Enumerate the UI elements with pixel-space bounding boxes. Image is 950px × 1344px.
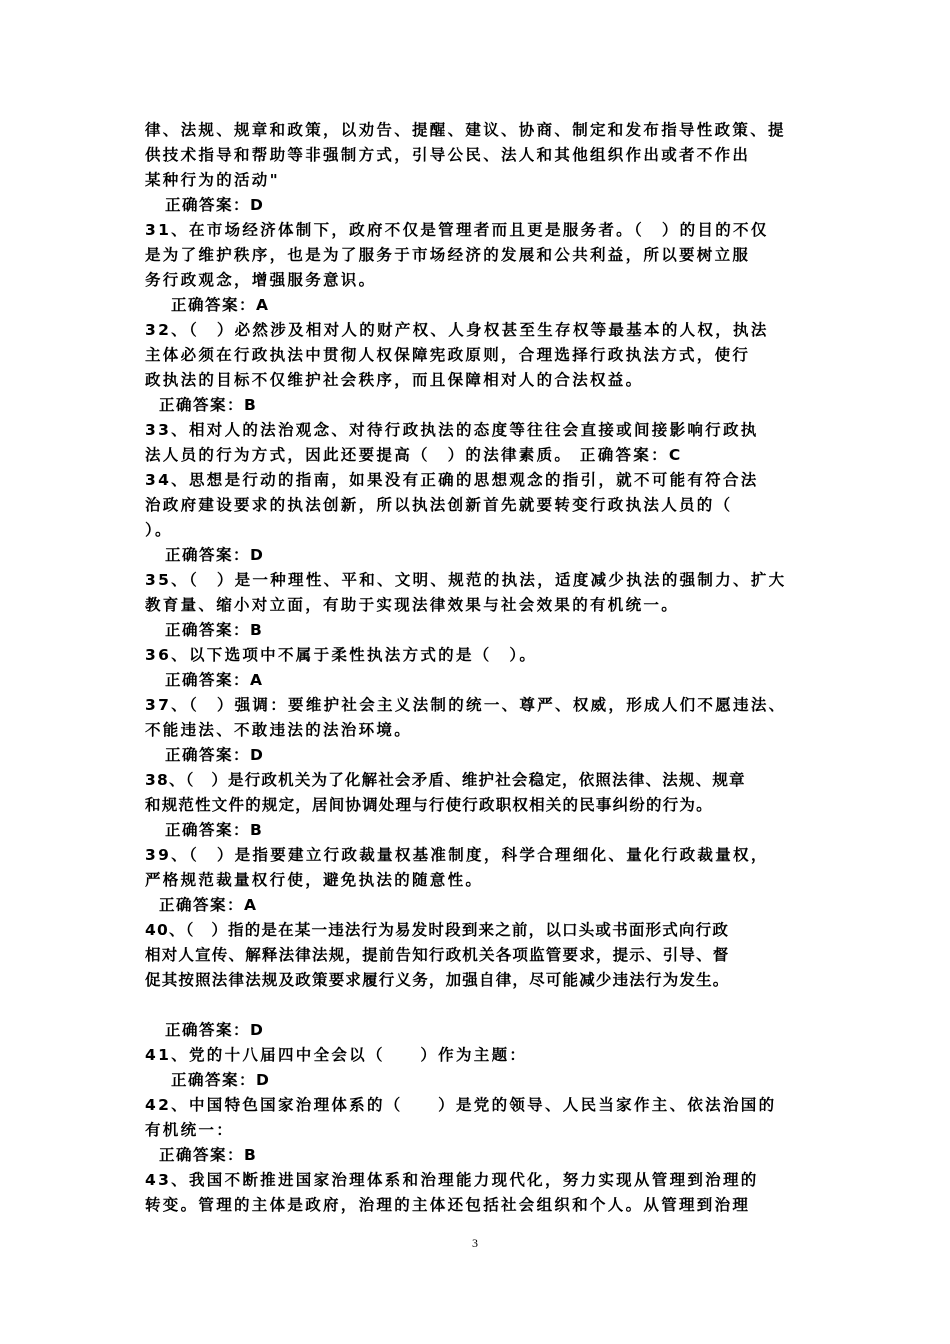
answer-line: 正确答案：D	[165, 1021, 265, 1039]
question-line: 43、我国不断推进国家治理体系和治理能力现代化，努力实现从管理到治理的	[145, 1171, 759, 1189]
text-line: 促其按照法律法规及政策要求履行义务，加强自律，尽可能减少违法行为发生。	[145, 971, 730, 989]
question-line: 32、（ ）必然涉及相对人的财产权、人身权甚至生存权等最基本的人权，执法	[145, 321, 769, 339]
document-body	[145, 118, 813, 1218]
question-line: 41、党的十八届四中全会以（ ）作为主题：	[145, 1046, 528, 1064]
question-line: 36、以下选项中不属于柔性执法方式的是（ ）。	[145, 646, 538, 664]
question-line: 37、（ ）强调：要维护社会主义法制的统一、尊严、权威，形成人们不愿违法、	[145, 696, 787, 714]
text-line: 法人员的行为方式，因此还要提高（ ）的法律素质。 正确答案：C	[145, 446, 683, 464]
text-line: 政执法的目标不仅维护社会秩序，而且保障相对人的合法权益。	[145, 371, 644, 389]
question-line: 31、在市场经济体制下，政府不仅是管理者而且更是服务者。（ ）的目的不仅	[145, 221, 769, 239]
answer-line: 正确答案：A	[171, 296, 270, 314]
text-line: 不能违法、不敢违法的法治环境。	[145, 721, 413, 739]
answer-line: 正确答案：B	[159, 396, 258, 414]
question-line: 40、（ ）指的是在某一违法行为易发时段到来之前，以口头或书面形式向行政	[145, 921, 730, 939]
text-line: 主体必须在行政执法中贯彻人权保障宪政原则，合理选择行政执法方式，使行	[145, 346, 751, 364]
text-line: 转变。管理的主体是政府，治理的主体还包括社会组织和个人。从管理到治理	[145, 1196, 751, 1214]
question-line: 33、相对人的法治观念、对待行政执法的态度等往往会直接或间接影响行政执	[145, 421, 759, 439]
question-line: 35、（ ）是一种理性、平和、文明、规范的执法，适度减少执法的强制力、扩大	[145, 571, 787, 589]
answer-line: 正确答案：A	[159, 896, 258, 914]
answer-line: 正确答案：D	[165, 546, 265, 564]
blank-line	[145, 993, 813, 1018]
text-line: 是为了维护秩序，也是为了服务于市场经济的发展和公共利益，所以要树立服	[145, 246, 751, 264]
page-number: 3	[472, 1236, 478, 1250]
text-line: 严格规范裁量权行使，避免执法的随意性。	[145, 871, 484, 889]
question-line: 39、（ ）是指要建立行政裁量权基准制度，科学合理细化、量化行政裁量权，	[145, 846, 769, 864]
answer-line: 正确答案：B	[165, 621, 264, 639]
question-line: 38、（ ）是行政机关为了化解社会矛盾、维护社会稳定，依照法律、法规、规章	[145, 771, 746, 789]
answer-line: 正确答案：B	[159, 1146, 258, 1164]
question-line: 34、思想是行动的指南，如果没有正确的思想观念的指引，就不可能有符合法	[145, 471, 759, 489]
text-line: ）。	[145, 521, 173, 539]
text-line: 供技术指导和帮助等非强制方式，引导公民、法人和其他组织作出或者不作出	[145, 146, 751, 164]
answer-line: 正确答案：D	[165, 196, 265, 214]
text-line: 教育量、缩小对立面，有助于实现法律效果与社会效果的有机统一。	[145, 596, 680, 614]
text-line: 务行政观念，增强服务意识。	[145, 271, 377, 289]
text-line: 有机统一：	[145, 1121, 235, 1139]
text-line: 治政府建设要求的执法创新，所以执法创新首先就要转变行政执法人员的（	[145, 496, 733, 514]
text-line: 律、法规、规章和政策，以劝告、提醒、建议、协商、制定和发布指导性政策、提	[145, 121, 786, 139]
text-line: 某种行为的活动"	[145, 171, 280, 189]
question-line: 42、中国特色国家治理体系的（ ）是党的领导、人民当家作主、依法治国的	[145, 1096, 777, 1114]
answer-line: 正确答案：D	[165, 746, 265, 764]
answer-line: 正确答案：D	[171, 1071, 271, 1089]
answer-line: 正确答案：B	[165, 821, 264, 839]
text-line: 和规范性文件的规定，居间协调处理与行使行政职权相关的民事纠纷的行为。	[145, 796, 713, 814]
answer-line: 正确答案：A	[165, 671, 264, 689]
text-line: 相对人宣传、解释法律法规，提前告知行政机关各项监管要求，提示、引导、督	[145, 946, 730, 964]
